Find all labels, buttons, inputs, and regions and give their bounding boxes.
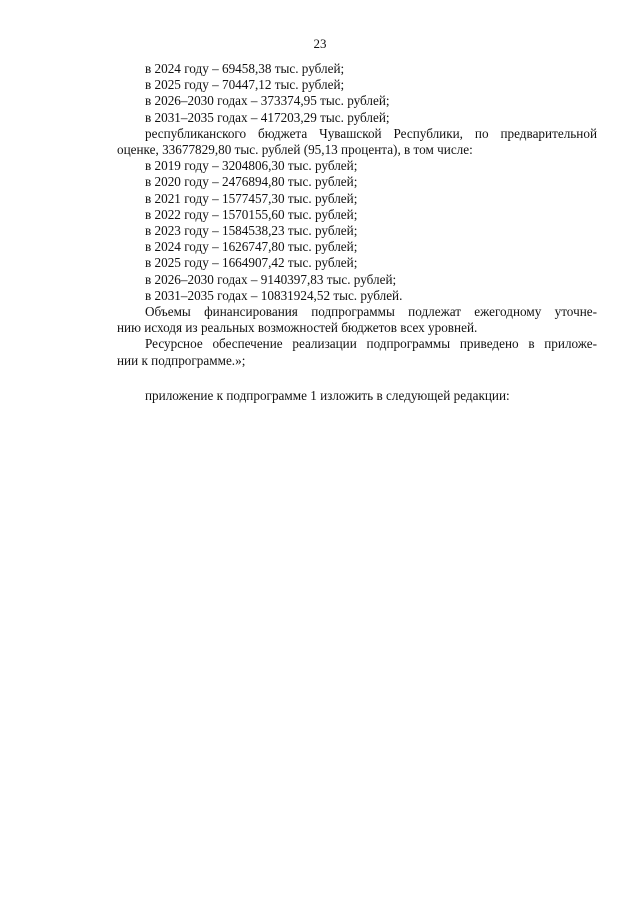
funding-volumes-line-1: Объемы финансирования подпрограммы подлежат ежегодному уточне- [145, 304, 597, 320]
republic-2020-line: в 2020 году – 2476894,80 тыс. рублей; [145, 174, 358, 190]
resource-support-line-2: нии к подпрограмме.»; [117, 352, 246, 368]
republic-2025-line: в 2025 году – 1664907,42 тыс. рублей; [145, 255, 358, 271]
republic-budget-intro-line-2: оценке, 33677829,80 тыс. рублей (95,13 процента), в том числе: [117, 142, 473, 158]
page-number: 23 [313, 36, 327, 51]
regional-2026-2030-line: в 2026–2030 годах – 373374,95 тыс. рублей; [145, 93, 390, 109]
regional-2025-line: в 2025 году – 70447,12 тыс. рублей; [145, 77, 345, 93]
republic-2024-line: в 2024 году – 1626747,80 тыс. рублей; [145, 239, 358, 255]
republic-2026-2030-line: в 2026–2030 годах – 9140397,83 тыс. рублей; [145, 271, 397, 287]
paragraph-spacer [117, 369, 597, 388]
appendix-instruction-line: приложение к подпрограмме 1 изложить в следующей редакции: [145, 387, 510, 403]
regional-2024-line: в 2024 году – 69458,38 тыс. рублей; [145, 61, 345, 76]
document-body [117, 61, 597, 404]
funding-volumes-line-2: нию исходя из реальных возможностей бюджетов всех уровней. [117, 320, 478, 336]
republic-2023-line: в 2023 году – 1584538,23 тыс. рублей; [145, 223, 358, 239]
regional-2031-2035-line: в 2031–2035 годах – 417203,29 тыс. рублей; [145, 109, 390, 125]
republic-2022-line: в 2022 году – 1570155,60 тыс. рублей; [145, 206, 358, 222]
republic-2019-line: в 2019 году – 3204806,30 тыс. рублей; [145, 158, 358, 174]
republic-2021-line: в 2021 году – 1577457,30 тыс. рублей; [145, 190, 358, 206]
republic-2031-2035-line: в 2031–2035 годах – 10831924,52 тыс. рублей. [145, 287, 403, 303]
republic-budget-intro-line-1: республиканского бюджета Чувашской Республики, по предварительной [145, 125, 597, 141]
resource-support-line-1: Ресурсное обеспечение реализации подпрограммы приведено в приложе- [145, 336, 597, 352]
